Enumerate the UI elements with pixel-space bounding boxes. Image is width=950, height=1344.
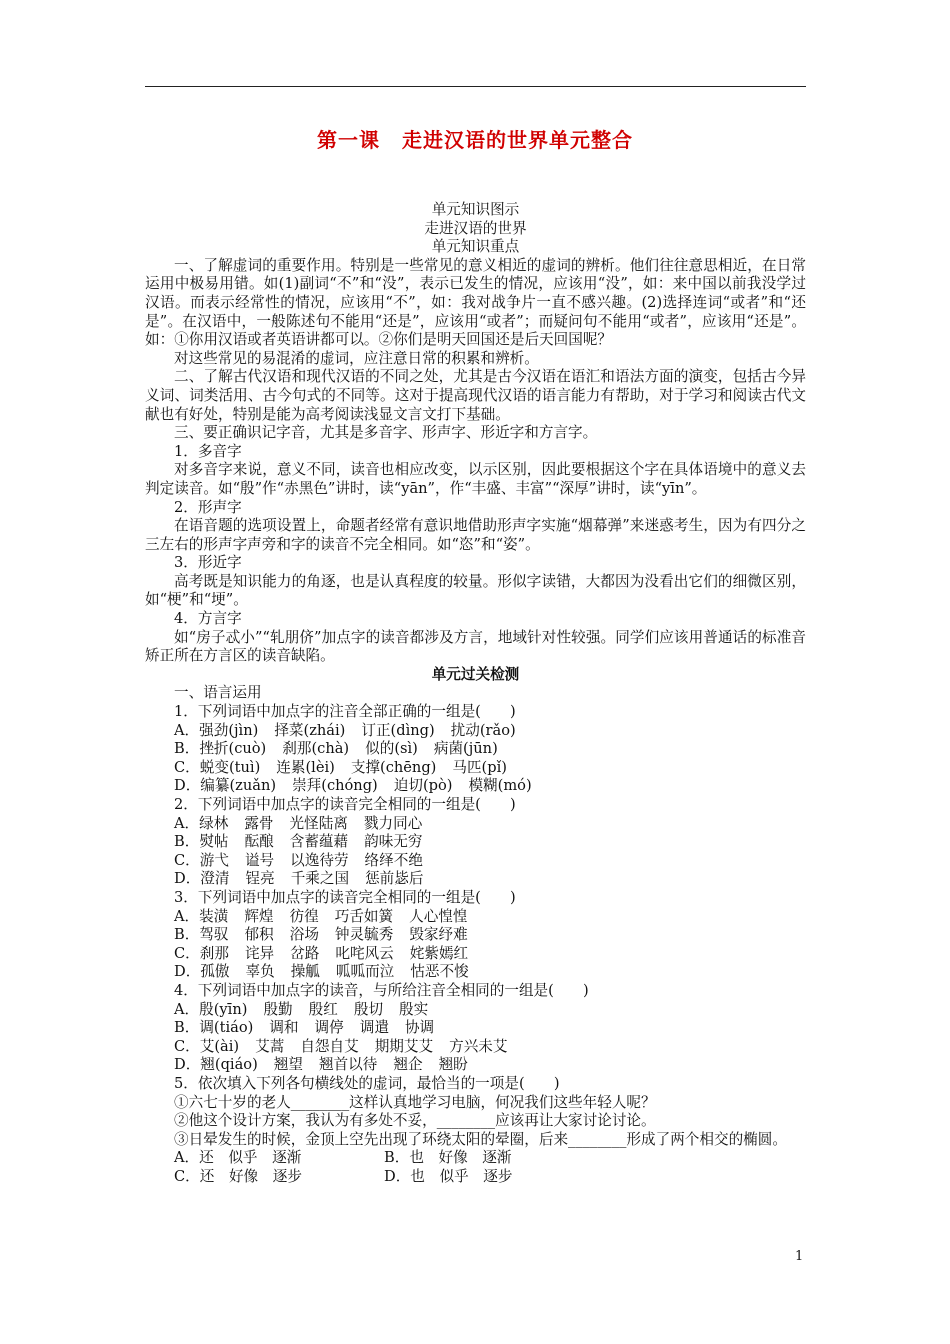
paragraph-function-words: 一、了解虚词的重要作用。特别是一些常见的意义相近的虚词的辨析。他们往往意思相近，在日常运用中极易用错。如(1)副词“不”和“没”，表示已发生的情况，应该用“没”，如：来中国以前我没学过汉语。而表示经常性的情况，应该用“不”，如：我对战争片一直不感兴趣。(2)选择连词“或者”和“还是”。在汉语中，一般陈述句不能用“还是”，应该用“或者”；而疑问句不能用“或者”，应该用“还是”。如：①你用汉语或者英语讲都可以。②你们是明天回国还是后天回国呢？	[145, 256, 806, 349]
question-3-option-d: D．孤傲 辜负 操觚 呱呱而泣 怙恶不悛	[174, 963, 469, 981]
page-title	[0, 124, 950, 153]
test-section: 一、语言运用	[174, 684, 262, 702]
paragraph-similar: 高考既是知识能力的角逐，也是认真程度的较量。形似字读错，大都因为没看出它们的细微区别，如“梗”和“埂”。	[145, 572, 806, 609]
title-topic: 走进汉语的世界单元整合	[402, 128, 633, 152]
question-2-option-d: D．澄清 锃亮 千乘之国 惩前毖后	[174, 870, 424, 888]
paragraph-accumulate: 对这些常见的易混淆的虚词，应注意日常的积累和辨析。	[174, 349, 539, 367]
question-2-option-c: C．游弋 谥号 以逸待劳 络绎不绝	[174, 851, 423, 869]
document-body	[145, 201, 806, 1186]
question-3-stem: 3．下列词语中加点字的读音完全相同的一组是( )	[174, 888, 516, 906]
question-5-options-row-1: A．还 似乎 逐渐 B．也 好像 逐渐	[174, 1149, 512, 1167]
question-1-option-d: D．编纂(zuǎn) 崇拜(chóng) 迫切(pò) 模糊(mó)	[174, 777, 532, 795]
question-5-sentence-2: ②他这个设计方案，我认为有多处不妥，________应该再让大家讨论讨论。	[174, 1112, 656, 1130]
question-1-stem: 1．下列词语中加点字的注音全部正确的一组是( )	[174, 703, 516, 721]
question-3-option-a: A．装潢 辉煌 彷徨 巧舌如簧 人心惶惶	[174, 907, 468, 925]
paragraph-phonetic: 在语音题的选项设置上，命题者经常有意识地借助形声字实施“烟幕弹”来迷惑考生，因为有四分之三左右的形声字声旁和字的读音不完全相同。如“恣”和“姿”。	[145, 517, 806, 553]
page-number: 1	[795, 1249, 804, 1264]
question-3-option-b: B．驾驭 郁积 浴场 钟灵毓秀 毁家纾难	[174, 926, 468, 944]
question-2-option-a: A．绿林 露骨 光怪陆离 戮力同心	[174, 814, 423, 832]
question-5-options-row-2: C．还 好像 逐步 D．也 似乎 逐步	[174, 1167, 513, 1185]
heading-key-points: 单元知识重点	[431, 238, 520, 256]
question-1-option-b: B．挫折(cuò) 刹那(chà) 似的(sì) 病菌(jūn)	[174, 740, 498, 758]
question-1-option-c: C．蜕变(tuì) 连累(lèi) 支撑(chēng) 马匹(pǐ)	[174, 758, 507, 776]
question-2-stem: 2．下列词语中加点字的读音完全相同的一组是( )	[174, 796, 516, 813]
question-4-option-d: D．翘(qiáo) 翘望 翘首以待 翘企 翘盼	[174, 1056, 468, 1074]
question-2-option-b: B．熨帖 酝酿 含蓄蕴藉 韵味无穷	[174, 833, 423, 851]
title-lesson: 第一课	[317, 128, 380, 152]
paragraph-pronunciation: 三、要正确识记字音，尤其是多音字、形声字、形近字和方言字。	[174, 424, 598, 442]
subheading-phonetic: 2．形声字	[174, 498, 242, 516]
header-rule	[145, 86, 806, 87]
question-5-sentence-1: ①六七十岁的老人________这样认真地学习电脑，何况我们这些年轻人呢？	[174, 1093, 656, 1111]
heading-test: 单元过关检测	[431, 665, 520, 683]
question-4-option-c: C．艾(ài) 艾蒿 自怨自艾 期期艾艾 方兴未艾	[174, 1037, 508, 1055]
subheading-dialect: 4．方言字	[174, 610, 242, 628]
subheading-polyphone: 1．多音字	[174, 442, 242, 460]
paragraph-polyphone: 对多音字来说，意义不同，读音也相应改变，以示区别，因此要根据这个字在具体语境中的意义去判定读音。如“殷”作“赤黑色”讲时，读“yān”，作“丰盛、丰富”“深厚”讲时，读“yīn”。	[145, 461, 806, 497]
question-4-option-b: B．调(tiáo) 调和 调停 调遣 协调	[174, 1019, 435, 1037]
question-5-sentence-3: ③日晕发生的时候，金顶上空先出现了环绕太阳的晕圈，后来________形成了两个相交的椭圆。	[174, 1130, 787, 1148]
paragraph-ancient-modern: 二、了解古代汉语和现代汉语的不同之处，尤其是古今汉语在语汇和语法方面的演变，包括古今异义词、词类活用、古今句式的不同等。这对于提高现代汉语的语言能力有帮助，对于学习和阅读古代文献也有好处，特别是能为高考阅读浅显文言文打下基础。	[145, 368, 806, 423]
question-1-option-a: A．强劲(jìn) 择菜(zhái) 订正(dìng) 扰动(rǎo)	[174, 721, 516, 739]
paragraph-dialect: 如“房子忒小”“轧朋侪”加点字的读音都涉及方言，地域针对性较强。同学们应该用普通话的标准音矫正所在方言区的读音缺陷。	[145, 628, 806, 665]
question-4-stem: 4．下列词语中加点字的读音，与所给注音全相同的一组是( )	[174, 981, 589, 999]
heading-world: 走进汉语的世界	[424, 219, 527, 237]
heading-diagram: 单元知识图示	[431, 201, 520, 218]
question-3-option-c: C．刹那 诧异 岔路 叱咤风云 姹紫嫣红	[174, 944, 469, 962]
question-4-option-a: A．殷(yīn) 殷勤 殷红 殷切 殷实	[174, 1000, 429, 1018]
question-5-stem: 5．依次填入下列各句横线处的虚词，最恰当的一项是( )	[174, 1074, 560, 1092]
subheading-similar: 3．形近字	[174, 554, 242, 572]
